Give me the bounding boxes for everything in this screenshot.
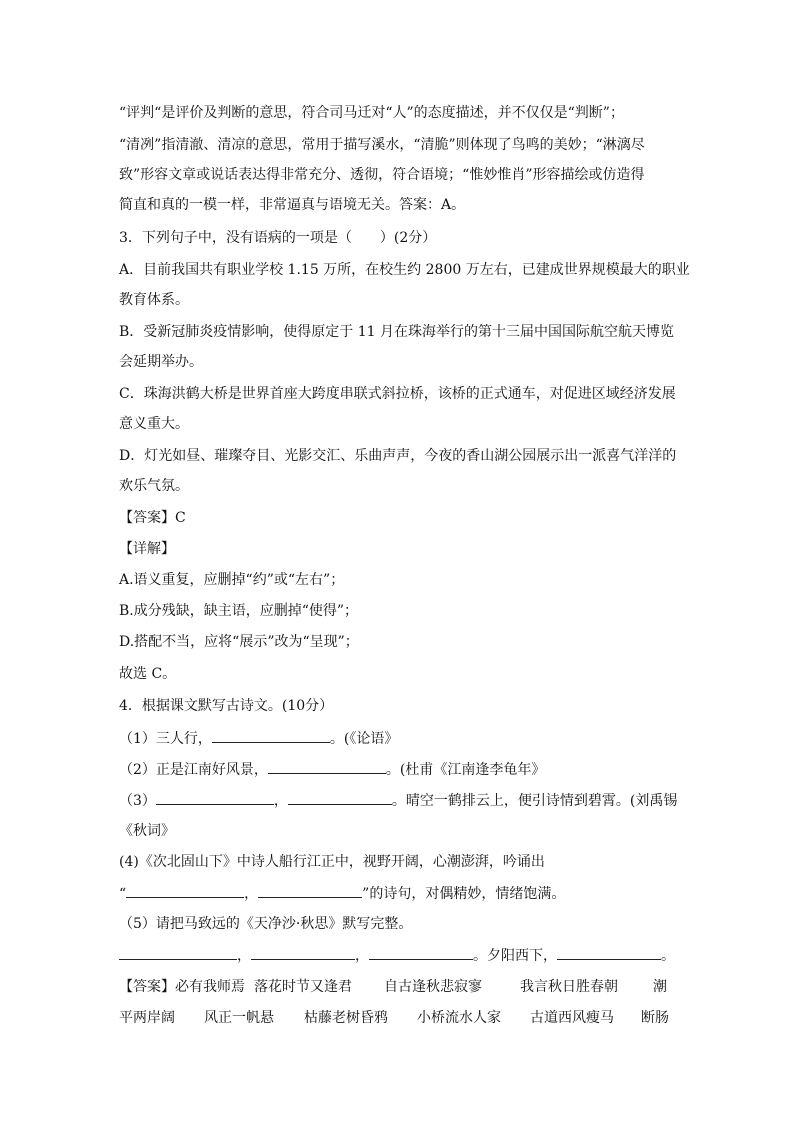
item-prefix: （1）三人行， [119, 731, 212, 747]
option-d-cont: 欢乐气氛。 [119, 478, 189, 494]
answer-blank[interactable] [369, 945, 473, 960]
recite-item-1 [119, 728, 679, 749]
item-prefix: （3） [119, 793, 156, 809]
answer-item: 风正一帆悬 [204, 1010, 274, 1026]
option-a: A．目前我国共有职业学校 1.15 万所，在校生约 2800 万左右，已建成世界规模最大的职业 [119, 262, 690, 278]
comma: ， [244, 886, 259, 902]
detail-line: A.语义重复，应删掉“约”或“左右”； [119, 572, 345, 588]
analysis-line: 简直和真的一模一样，非常逼真与语境无关。答案：A。 [119, 197, 466, 213]
comma: ， [273, 793, 288, 809]
answer-blank[interactable] [258, 883, 362, 898]
recite-item-3-cont: 《秋词》 [119, 823, 175, 839]
period: 。 [661, 948, 675, 964]
recite-item-5-blanks [119, 945, 679, 966]
answer-item: 断肠 [641, 1010, 669, 1026]
question-stem: 3．下列句子中，没有语病的一项是（ ）(2分） [119, 230, 437, 246]
answer-blank[interactable] [212, 728, 330, 743]
item-tail: ”的诗句，对偶精妙，情绪饱满。 [362, 886, 566, 902]
item-prefix: （2）正是江南好风景， [119, 762, 268, 778]
answer-item: 我言秋日胜春朝 [520, 979, 618, 995]
answer-blank[interactable] [288, 790, 392, 805]
answer-blank[interactable] [268, 759, 386, 774]
answer-row [119, 1008, 669, 1028]
recite-item-4: (4)《次北固山下》中诗人船行江正中，视野开阔，心潮澎湃，吟诵出 [119, 854, 545, 870]
option-b: B．受新冠肺炎疫情影响，使得原定于 11 月在珠海举行的第十三届中国国际航空航天博览 [119, 324, 675, 340]
comma: ， [355, 948, 369, 964]
option-a-cont: 教育体系。 [119, 292, 189, 308]
detail-line: B.成分残缺，缺主语，应删掉“使得”； [119, 603, 359, 619]
recite-item-4-cont [119, 883, 679, 904]
recite-item-3 [119, 790, 679, 811]
item-source: 。(《论语》 [329, 731, 399, 747]
recite-item-5: （5）请把马致远的《天净沙·秋思》默写完整。 [119, 916, 413, 932]
answer-label: 【答案】 [119, 979, 175, 995]
answer-label: 【答案】C [119, 510, 186, 526]
answer-blank[interactable] [251, 945, 355, 960]
analysis-line: “评判“是评价及判断的意思，符合司马迁对“人”的态度描述，并不仅仅是“判断”； [119, 105, 624, 121]
answer-row [119, 977, 669, 997]
analysis-line: 致”形容文章或说话表达得非常充分、透彻，符合语境；“惟妙惟肖”形容描绘或仿造得 [119, 167, 645, 183]
answer-item: 枯藤老树昏鸦 [304, 1010, 388, 1026]
answer-blank[interactable] [156, 790, 274, 805]
answer-item: 自古逢秋悲寂寥 [384, 979, 482, 995]
open-quote: “ [119, 886, 127, 902]
comma: ， [237, 948, 251, 964]
analysis-line: “清冽”指清澈、清凉的意思，常用于描写溪水，“清脆”则体现了鸟鸣的美妙；“淋漓尽 [119, 137, 645, 153]
option-d: D．灯光如昼、璀璨夺目、光影交汇、乐曲声声，今夜的香山湖公园展示出一派喜气洋洋的 [119, 448, 677, 464]
recite-item-2 [119, 759, 679, 780]
answer-blank[interactable] [119, 945, 237, 960]
item-source: 。(杜甫《江南逢李龟年》 [385, 762, 546, 778]
item-source: 。晴空一鹤排云上，便引诗情到碧霄。(刘禹锡 [391, 793, 678, 809]
option-c-cont: 意义重大。 [119, 416, 189, 432]
answer-item: 潮 [653, 979, 667, 995]
answer-item: 小桥流水人家 [417, 1010, 501, 1026]
answer-item: 落花时节又逢君 [254, 979, 352, 995]
detail-heading: 【详解】 [119, 541, 175, 557]
detail-line: D.搭配不当，应将“展示”改为“呈现”； [119, 634, 359, 650]
answer-item: 平两岸阔 [119, 1010, 175, 1026]
question-stem: 4．根据课文默写古诗文。(10分） [119, 698, 334, 714]
conclusion-line: 故选 C。 [119, 666, 177, 682]
item-mid: 。夕阳西下， [473, 948, 557, 964]
answer-item: 古道西风瘦马 [530, 1010, 614, 1026]
option-b-cont: 会延期举办。 [119, 354, 203, 370]
answer-blank[interactable] [126, 883, 244, 898]
answer-blank[interactable] [557, 945, 661, 960]
option-c: C．珠海洪鹤大桥是世界首座大跨度串联式斜拉桥，该桥的正式通车，对促进区域经济发展 [119, 386, 676, 402]
answer-item: 【答案】必有我师焉 [119, 979, 245, 995]
